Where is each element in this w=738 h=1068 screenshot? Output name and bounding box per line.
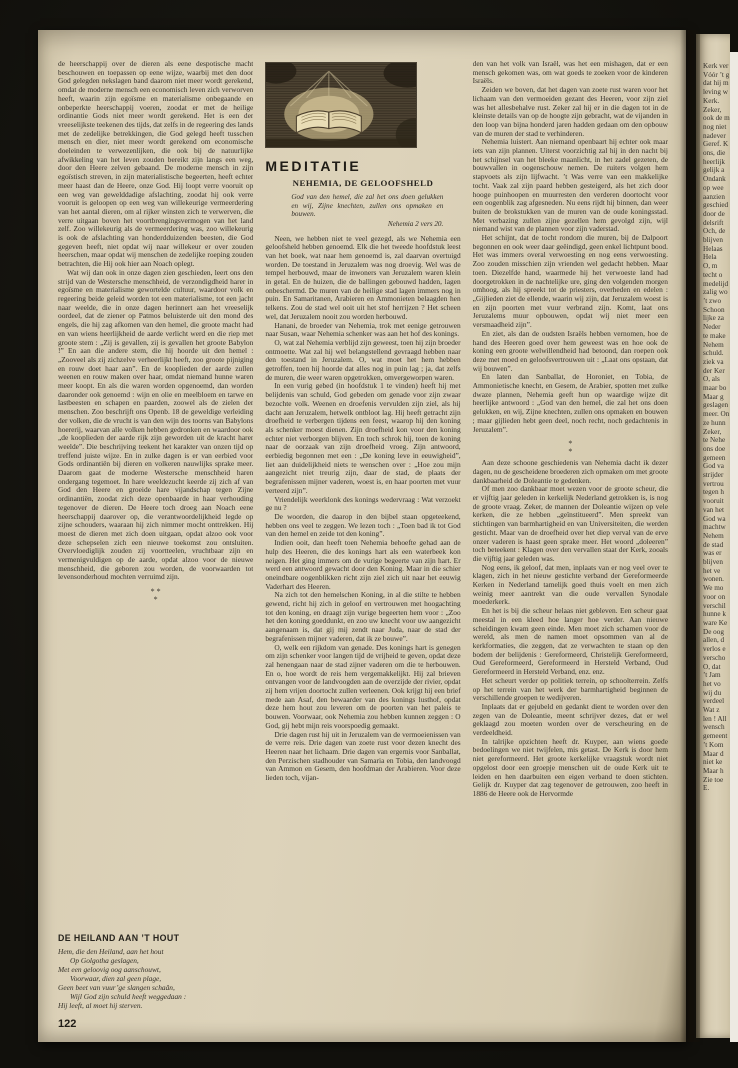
text-fragment: gemeent [703, 732, 728, 741]
text-fragment: tegen h [703, 488, 724, 497]
text-fragment: verscho [703, 653, 726, 662]
poem-line: Hem, die den Heiland, aan het hout [58, 947, 164, 956]
engraving-illustration [265, 62, 417, 148]
text-fragment: wensch [703, 723, 725, 732]
text-fragment: was er [703, 549, 722, 558]
paragraph: Het schijnt, dat de tocht rondom die muren, bij de Dalpoort begonnen en ook weer daar geëindigd, geen enkel lichtpunt bood. Het was immers overal verwoesting en nog eens verwoesting. Zoo zouden misschien zijn vrienden wel gedacht hebben. Maar toen. Diezelfde hand, waarmede hij het verwoeste land had doorgetrokken in de nachtelijke ure, ging den volgenden morgen omhoog, als hij spreekt tot de priesters, overheden en edelen : „Gijlieden ziet de ellende, waarin wij zijn, dat Jeruzalem woest is en zijn poorten met vuur verbrand zijn. Komt, laat ons Jeruzalems muur opbouwen, opdat wij niet meer een versmaadheid zijn”. [472, 233, 668, 330]
paragraph: Vriendelijk weerklonk des konings wedervraag : Wat verzoekt ge nu ? [265, 494, 461, 513]
text-fragment: Ondank [703, 175, 726, 184]
text-fragment: Hela [703, 253, 717, 262]
text-fragment: der Ker [703, 366, 725, 375]
text-fragment: lijke za [703, 314, 724, 323]
text-fragment: ons doe [703, 444, 726, 453]
text-fragment: O, als [703, 375, 720, 384]
next-page-text [703, 62, 730, 793]
left-column [58, 60, 253, 1030]
text-fragment: Vóór ’t g [703, 70, 730, 79]
text-fragment: te make [703, 331, 726, 340]
poem-line: Hij leeft, al moet hij sterven. [58, 1001, 143, 1010]
text-fragment: nog niet [703, 122, 727, 131]
text-fragment: vertrou [703, 479, 724, 488]
text-fragment: Wat z [703, 706, 720, 715]
heiland-section [58, 933, 253, 1012]
text-fragment: zalig wo [703, 288, 728, 297]
text-fragment: Neder [703, 323, 721, 332]
text-fragment: techt o [703, 270, 723, 279]
text-fragment: Maar h [703, 766, 724, 775]
text-fragment: leving w [703, 88, 728, 97]
paragraph: Het scheurt verder op politiek terrein, op schoolterrein. Zelfs op het terrein van het werk der barmhartigheid beginnen de verschillende groepen te wedijveren. [472, 675, 668, 703]
text-fragment: blijven [703, 558, 723, 567]
paragraph: In talrijke opzichten heeft dr. Kuyper, aan wiens goede bedoelingen we niet twijfelen, mis getast. De Kerk is door hem niet gereformeerd. Het groote kerkelijke vraagstuk wordt niet opgelost door een groepje menschen uit de oude Kerk uit te leiden en hen daarbuiten een eigen verband te doen stichten. Gelijk dr. Kuyper dat zag tegenover de getrouwen, zoo heeft in 1886 de Heere ook de Hervormde [472, 736, 668, 798]
text-fragment: van het [703, 505, 724, 514]
poem-line: Op Golgotha geslagen, [70, 956, 139, 965]
text-fragment: De oog [703, 627, 724, 636]
text-fragment: het ve [703, 566, 721, 575]
text-fragment: maar bo [703, 384, 727, 393]
poem-line: Wijl God zijn schuld heeft weggedaan : [70, 992, 187, 1001]
text-fragment: ware Ke [703, 619, 728, 627]
paragraph: Neen, we hebben niet te veel gezegd, als we Nehemia een geloofsheld hebben genoemd. Elk die het tweede hoofdstuk leest van het boek, wat naar hem genoemd is, zal daarvan overtuigd worden. De toestand in Jeruzalem was nog droevig. Wel was de tempel herbouwd, maar de inwoners van Jeruzalem waren klein in getal. En de huizen, die de ballingen gebouwd hadden, lagen onbeschermd. De muren van de heilige stad lagen immers nog in puin. En Samaritanen, Arabieren en Ammonieten belaagden hen telkens. Zou de stad wel ooit uit het stof herrijzen ? Het scheen wel, dat Jeruzalem nooit zou worden herbouwd. [265, 233, 461, 321]
paragraph: Nog eens, ik geloof, dat men, inplaats van er nog veel over te klagen, zich in het nieuw gestichte verband der Gereformeerde Kerken in Nederland tamelijk goed thuis voelt en men zich weinig meer aantrekt van die oude vervallen Synodale moederkerk. [472, 562, 668, 607]
paragraph: En het is bij die scheur helaas niet gebleven. Een scheur gaat meestal in een kleed hoe langer hoe verder. Aan nieuwe scheidingen kwam geen einde. Men moet zich schamen voor de wereld, als men de namen moet opsommen van al de kerkformaties, die zeggen, dat ze verwachten te staan op den bodem der belijdenis : Gereformeerd, Christelijk Gereformeerd, Oud Gereformeerd, Gereformeerd in Hersteld Verband, Oud Gereformeerd in Hersteld Verband, enz. enz. [472, 606, 668, 677]
text-fragment: het vo [703, 679, 721, 688]
paragraph: Hanani, de broeder van Nehemia, trok met eenige getrouwen naar Susan, waar Nehemia schenker was aan het hof des konings. [265, 320, 461, 339]
text-fragment: ziek va [703, 357, 724, 366]
paragraph: Nehemia luistert. Aan niemand openbaart hij echter ook maar iets van zijn plannen. Uiterst voorzichtig zal hij in den nacht bij het schijnsel van het bleeke maanlicht, in het zadel gezeten, de bouwvallen in oogenschouw nemen. De ruiters volgen hem stapvoets als zijn lijfwacht. ’t Was verre van een makkelijke tocht. Vaak zal zijn paard hebben gesteigerd, als het zich door hooge puinhoopen en muurresten den verderen doortocht voor een oogenblik zag afgesneden. Nu eens rijdt hij binnen, dan weer buiten de brokstukken van de muren van de oude koningsstad. Met verbazing zullen zijne gezellen hem gevolgd zijn, wijl niemand wist van de plannen voor zijn vaderstad. [472, 137, 668, 234]
text-fragment: strijder [703, 471, 724, 480]
text-fragment: voor on [703, 592, 726, 601]
text-fragment: te Nehe [703, 436, 726, 445]
text-fragment: geschied [703, 201, 729, 210]
text-fragment: gemeen [703, 453, 726, 462]
scan-edge [730, 52, 738, 1042]
section-separator-left [58, 588, 253, 603]
text-fragment: Nehem [703, 531, 724, 540]
paragraph: de heerschappij over de dieren als eene despotische macht beschouwen en toepassen op eene wijze, waarbij met den door God gelegden nekslagen band daarom niet meer wordt gerekend, omdat de moderne mensch een economisch leven zich verworven heeft, waarin zijn egoïsme en materialisme onbegaande en onbeperkte heerschappij voeren, zoodat er met de heilige ordinantie Gods niet meer wordt gerekend. Het is een der vreeselijkste teekenen des tijds, dat zelfs in de regeering des lands met de zedelijke betrekkingen, die God gelegd heeft tusschen mensch en dier, niet meer wordt gerekend om economische doeleinden te verwezenlijken, die ook bij de natuurlijke afwikkeling van het leven zouden bereikt zijn langs een weg, door den Heere zelven gebaand. De moderne mensch in zijn egoïstisch streven, in zijn materialistische begeerten, heeft echter meer haast dan de Heere, onze God. Hij loopt verre vooruit op een weg van gewelddadige afslachting, zoodat hij ook verre vooruit is geloopen op een weg van willekeurige vermeerdering van het aantal dieren, om al rijker winsten zich te verwerven, die verre uitgaan boven het voortbrengingsvermogen van het land zelf. Zoo willekeurig als de vermeerdering was, zoo willekeurig is ook de afslachting van honderdduizenden beesten, die God gegeven heeft, niet opdat wij naar willekeur er over zouden heerschen, maar opdat wij menschen de zedelijke roeping zouden betrachten, die Hij ook hier aan Noach oplegt. [58, 60, 254, 269]
poem-line: Geen beet van vuur’ge slangen schaân, [58, 983, 175, 992]
right-column-text [473, 60, 668, 434]
text-fragment: ook de m [703, 114, 730, 123]
text-fragment: wij du [703, 688, 722, 697]
magazine-page [38, 30, 686, 1042]
text-fragment: aanzien [703, 192, 725, 201]
text-fragment: Helaas [703, 244, 723, 253]
text-fragment: God wa [703, 514, 726, 523]
meditation-heading: MEDITATIE [265, 158, 362, 174]
paragraph: Zeiden we boven, dat het dagen van zoete rust waren voor het lichaam van den vermoeiden gezant des Heeren, voor zijn ziel was het allesbehalve rust. Zeker zal hij er in die dagen tot in de kleinste details van op de hoogte zijn gebracht, wat de vijanden in den loop van bijna honderd jaren hadden gedaan om den opbouw van de muren der stad te verhinderen. [472, 85, 668, 138]
text-fragment: verlos e [703, 645, 726, 654]
text-fragment: dat hij m [703, 79, 729, 88]
left-column-text [58, 60, 253, 582]
middle-column [265, 60, 460, 1030]
text-fragment: Zie toe [703, 775, 724, 784]
page-number: 122 [58, 1018, 77, 1030]
paragraph: O, welk een rijkdom van genade. Des konings hart is genegen om zijn schenker voor langen tijd de vrijheid te geven, opdat deze zal henengaan naar de stad zijner vaderen om die te herbouwen. En o, hoe wordt de reis hem vergemakkelijkt. Hij zal brieven ontvangen voor de landvoogden aan de overzijde der rivier, opdat zij hem vrijen doortocht zullen verleenen. Ook krijgt hij een brief mede aan Asaf, den bewaarder van des konings lusthof, opdat deze hem hout zou leveren om de poorten van het paleis te bouwen. Voorwaar, ook Nehemia zou hebben kunnen zeggen : O God, gij hebt mijn reis voorspoedig gemaakt. [265, 642, 461, 730]
heiland-poem [58, 947, 253, 1010]
poem-line: Voorwaar, dien zal geen plage, [70, 974, 162, 983]
text-fragment: Maar g [703, 392, 724, 401]
paragraph: O, wat zal Nehemia verblijd zijn geweest, toen hij zijn broeder ontmoette. Wat zal hij wel belangstellend gevraagd hebben naar den toestand in Jeruzalem. O, wat moet het hem hebben getroffen, toen hij hoorde dat alles nog in puin lag ; ja, dat zelfs de muren, die weer waren opgetrokken, omvergeworpen waren. [265, 337, 461, 382]
paragraph: Na zich tot den hemelschen Koning, in al die stilte te hebben gewend, richt hij zich in geloof en vertrouwen met hoogachting tot den koning, en draagt zijn vurige begeerten hem voor : „Zoo het den koning goeddunkt, en zoo uw knecht voor uw aangezicht aangenaam is, dat gij mij zendt naar Juda, naar de stad der begrafenissen mijner vaderen, dat ik ze bouwe”. [265, 590, 461, 643]
text-fragment: allen, d [703, 636, 725, 645]
right-column [473, 60, 668, 1030]
text-fragment: Kerk. [703, 96, 720, 105]
section-separator-right [473, 440, 668, 455]
scripture-verse [291, 193, 443, 228]
heiland-heading: DE HEILAND AAN ’T HOUT [58, 933, 180, 943]
text-fragment: meer. On [703, 410, 730, 419]
text-fragment: delsrift [703, 218, 724, 227]
text-fragment: Zeker, [703, 105, 722, 114]
text-fragment: ’t Kom [703, 740, 724, 749]
meditation-subheading: NEHEMIA, DE GELOOFSHELD [292, 178, 434, 188]
text-fragment: O, m [703, 262, 718, 271]
verse-text: God van den hemel, die zal het ons doen gelukken en wij, Zijne knechten, zullen ons opmaken en bouwen. [291, 193, 444, 218]
text-fragment: God va [703, 462, 724, 471]
text-fragment: de stad [703, 540, 724, 549]
next-page-sliver [696, 34, 730, 1038]
verse-reference: Nehemia 2 vers 20. [387, 219, 444, 228]
text-fragment: gelijk a [703, 166, 725, 175]
text-fragment: heerlijk [703, 157, 725, 166]
text-fragment: Geref. K [703, 140, 729, 149]
text-fragment: vooruit [703, 497, 724, 506]
separator-glyph: * * [150, 587, 161, 597]
paragraph: In een vurig gebed (in hoofdstuk 1 te vinden) heeft hij met belijdenis van schuld, God gebeden om genade voor zijn zwaar bezochte volk. Weenen en droefenis vervulden zijn ziel, als hij dacht aan Jeruzalem, hetwelk ontbloot lag. Hij heeft getracht zijn droefheid te verbergen tijdens een feest, waarop hij den koning als schenker moest dienen. Zijn droefheid kon voor den koning echter niet verborgen blijven. En toch schrok hij, toen de koning naar de oorzaak van zijn droefheid vroeg. Zijn antwoord, eerbiedig begonnen met een : „De koning leve in eeuwigheid”, liet aan duidelijkheid niets te wenschen over : „Hoe zou mijn aangezicht niet treurig zijn, daar de stad, de plaats der begrafenissen mijner vaderen, woest is, en haar poorten met vuur verteerd zijn”. [265, 381, 461, 495]
text-fragment: blijven [703, 236, 723, 245]
text-fragment: ’t Jam [703, 671, 721, 680]
paragraph: Aan deze schoone geschiedenis van Nehemia dacht ik dezer dagen, nu de gescheidene broederen zich opmaken om met groote dankbaarheid de Doleantie te gedenken. [472, 458, 668, 485]
text-fragment: Zeker, [703, 427, 722, 436]
paragraph: Drie dagen rust hij uit in Jeruzalem van de vermoeienissen van de verre reis. Drie dagen van zoete rust voor dezen knecht des Heeren naar het lichaam. Drie dagen van ergernis voor Sanballat, den Perzischen stadhouder van Samaria en Tobia, den landvoogd van Ammon en Gesem, den hoofdman der Arabieren. Voor deze lieden toch, vijan- [265, 729, 461, 783]
text-fragment: door de [703, 209, 725, 218]
paragraph: den van het volk van Israël, was het een mishagen, dat er een mensch gekomen was, om wat goeds te zoeken voor de kinderen Israëls. [472, 60, 668, 86]
text-fragment: ons, die [703, 149, 726, 158]
text-fragment: hunne k [703, 610, 726, 619]
text-fragment: nadever [703, 131, 726, 140]
text-fragment: wonen. [703, 575, 724, 584]
text-fragment: Schoon [703, 305, 725, 314]
paragraph: En ziet, als dan de oudsten Israëls hebben vernomen, hoe de hand des Heeren goed over hem geweest was en hoe ook de koning een groote welwillendheid had betoond, dan roepen ook deze met moed en geloofsvertrouwen uit : „Laat ons opstaan, dat wij bouwen”. [472, 328, 668, 373]
text-fragment: Maar d [703, 749, 724, 758]
text-fragment: We mo [703, 584, 724, 593]
separator-glyph: * [568, 446, 573, 456]
text-fragment: Och, de [703, 227, 726, 236]
text-fragment: ze hunn [703, 418, 726, 427]
separator-glyph: * [153, 594, 158, 604]
text-fragment: verdeel [703, 697, 725, 706]
text-fragment: verschil [703, 601, 726, 610]
poem-line: Met een geloovig oog aanschouwt, [58, 965, 161, 974]
text-fragment: op wee [703, 183, 724, 192]
text-fragment: E. [703, 784, 710, 793]
paragraph: Wat wij dan ook in onze dagen zien geschieden, leert ons den strijd van de Westersche menschheid, de verzondigdheid harer in egoïsme en materialisme gewortelde cultuur, waardoor volk en regeering beide geleid worden tot een materialisme, tot een jacht naar weelde, die in onze dagen herinnert aan het vreeselijk oordeel, dat de ziener op Patmos beluisterde uit den mond des engels, die hij zag afkomen van den hemel, die groote macht had en van wiens heerlijkheid de aarde verlicht werd en die riep met groote stem : „Zij is gevallen, zij is gevallen het groote Babylon !” En aan die andere stem, die hij hoorde uit den hemel : „Zooveel als zij zichzelve verheerlijkt heeft, zoo groote pijniging en rouw doet haar aan”. En de kooplieden der aarde zullen weenen en rouw maken over haar, omdat niemand hunne waren meer koopt. En als die waren worden opgenoemd, dan worden daaronder ook genoemd : wijn en olie en meelbloem en tarwe en lastbeesten en schapen en paarden, zoowel als de zielen der menschen. Zoo beschrijft ons Openb. 18 de geweldige verleiding der volken, die de vrucht is van den wijn des toorns van Babylons hoererij, waarvan alle volken hebben gedronken en waardoor ook „de kooplieden der aarde rijk zijn geworden uit de kracht harer weelde”. Die beschrijving teekent het karakter van onzen tijd op treffend juiste wijze. En in zulke dagen is er van eerbied voor Gods ordinantiën bij dieren en volkeren nauwlijks sprake meer. Daarom gaat de moderne Westersche menschheid haren ondergang tegemoet. In hare weeldezucht keerde zij zich af van God den Heere en groeide hare vijandschap tegen Zijne ordinantiën, zoodat zich deze openbaarde in haar verhouding tegenover de dieren. De Heere toch droeg aan Noach eene heerschappij daarover op, die verantwoordelijkheid legde op zijne schouders, waaraan hij zich nimmer mocht onttrekken. Hij moest de dieren met zich doen uitgaan, opdat alzoo ook voor deze schepselen zich een nieuwe toekomst zou ontsluiten. Overvloediglijk zouden zij voortteelen, vruchtbaar zijn en vermenigvuldigen op de aarde, opdat alzoo voor de nieuwe menschheid, die geboren zou worden, de voorwaarden tot levensonderhoud mochten verruimd zijn. [58, 267, 254, 582]
text-fragment: Nehem [703, 340, 724, 349]
paragraph: Of men zoo dankbaar moet wezen voor de groote scheur, die er vijftig jaar geleden in kerkelijk Nederland getrokken is, is nog de groote vraag. Zeker, de mannen der Doleantie wijzen op vele kerken, die ze hebben „geïnstitueerd”. Men spreekt van stichtingen van barmhartigheid en van Universiteiten, die werden gesticht. Maar van de droefheid over het diep verval van de erve onzer vaderen is haast geen sprake meer. Het woord „doleeren” toch beteekent : Klagen over den vervallen staat der Kerk, zooals die vijftig jaar geleden was. [472, 484, 668, 563]
right-column-text-after [473, 459, 668, 798]
paragraph: En laten dan Sanballat, de Horoniet, en Tobia, de Ammonietische knecht, en Gesem, de Arabier, spotten met zulke dwaze plannen, Nehemia geeft hun op waardige wijze dit heerlijke antwoord : „God van den hemel, die zal het ons doen gelukken, en wij, Zijne knechten, zullen ons opmaken en bouwen ; maar gijlieden hebt geen deel, noch recht, noch gedachtenis in Jeruzalem”. [472, 372, 668, 434]
text-fragment: machtw [703, 523, 726, 532]
text-fragment: ’t zwo [703, 296, 722, 305]
text-fragment: geslagen [703, 401, 729, 410]
text-fragment: schuld. [703, 349, 724, 358]
text-fragment: niet ke [703, 758, 723, 767]
text-fragment: len ! All [703, 714, 727, 723]
text-fragment: medelijd [703, 279, 729, 288]
text-fragment: O, dat [703, 662, 721, 671]
text-fragment: Kerk ver [703, 62, 729, 70]
page-columns [58, 60, 668, 1030]
paragraph: Inplaats dat er gejubeld en gedankt dient te worden over den zegen van de Doleantie, meent schrijver dezes, dat er wel geklaagd zou moeten worden over de verscheuring en de verdeeldheid. [472, 701, 668, 738]
separator-glyph: * [568, 439, 573, 449]
paragraph: Indien ooit, dan heeft toen Nehemia behoefte gehad aan de hulp des Heeren, die des konings hart als een waterbeek kon neigen. Het ging immers om de vurige begeerte van zijn hart. Er werd een antwoord gewacht door den Koning. Maar in die schier oneindbare oogenblikken richt zijn ziel zich uit naar het eeuwig Vaderhart des Heeren. [265, 538, 461, 591]
paragraph: De woorden, die daarop in den bijbel staan opgeteekend, hebben ons veel te zeggen. We lezen toch : „Toen bad ik tot God van den hemel en zeide tot den koning”. [265, 512, 461, 539]
meditation-text [265, 235, 460, 783]
